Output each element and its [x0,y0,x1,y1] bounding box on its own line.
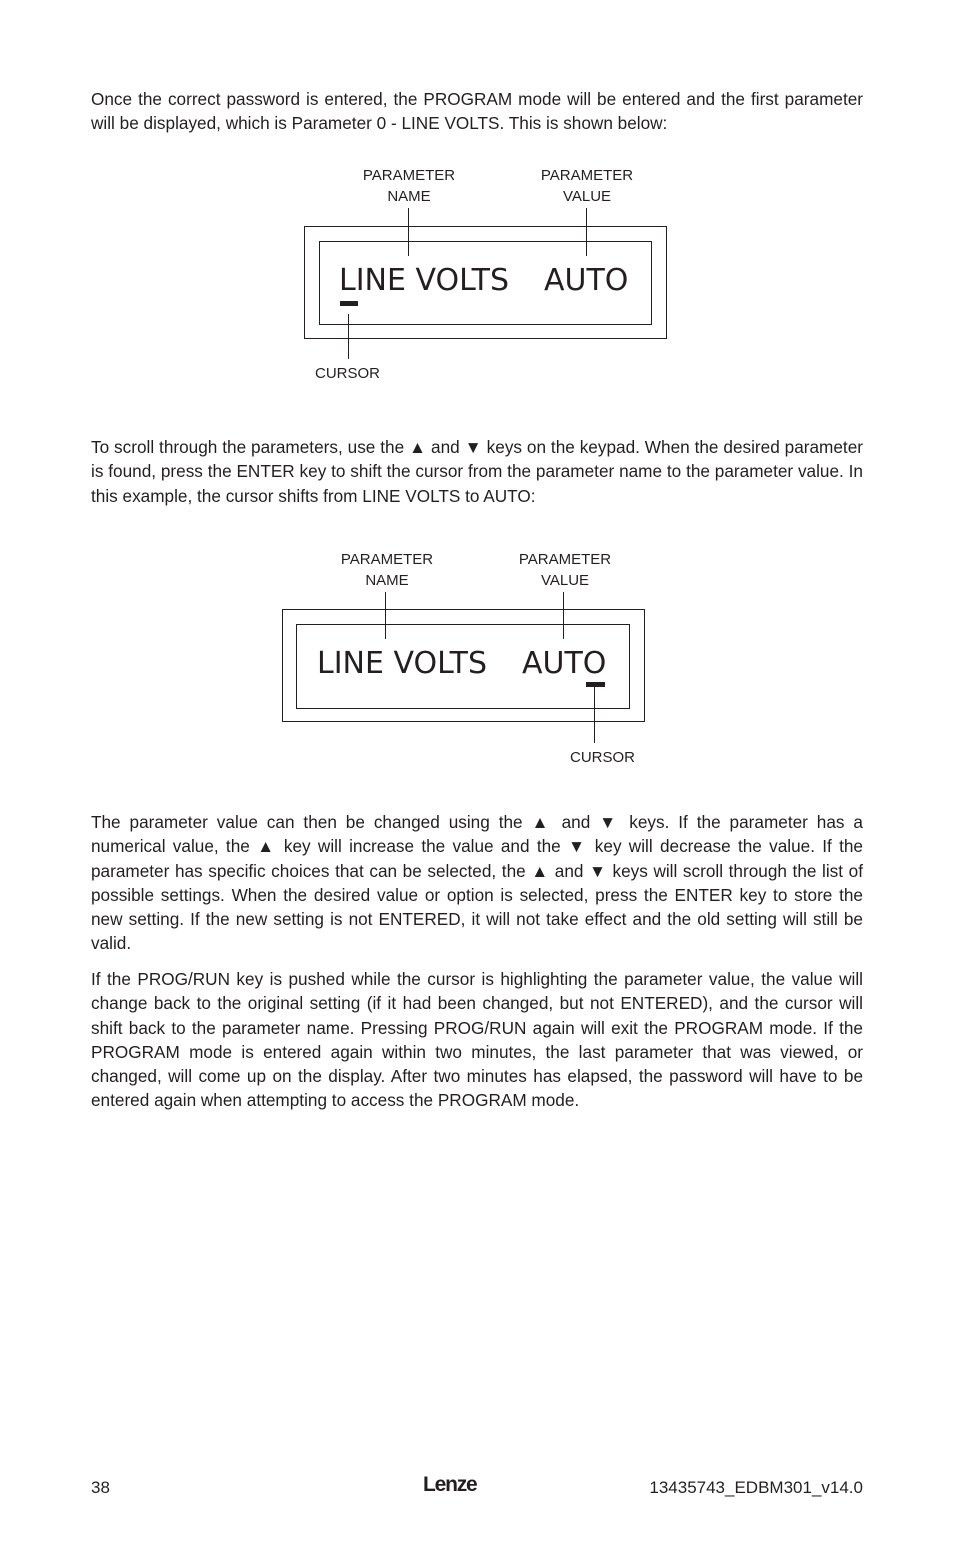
display-parameter-name: LINE VOLTS [339,263,510,298]
lcd-diagram-cursor-on-name [300,163,680,393]
display-parameter-value: AUTO [522,646,607,681]
cursor-label: CURSOR [315,365,381,382]
prog-run-paragraph: If the PROG/RUN key is pushed while the cursor is highlighting the parameter value, the value will change back to the original setting (if it had been changed, but not ENTERED), and the cursor will shift back to the parameter name. Pressing PROG/RUN again will exit the PROGRAM mode. If the PROGRAM mode is entered again within two minutes, the last parameter that was viewed, or changed, will come up on the display. After two minutes has elapsed, the password will have to be entered again when attempting to access the PROGRAM mode. [91,969,863,1111]
cursor-marker [340,301,358,306]
lenze-logo: Lenze [423,1473,477,1496]
cursor-marker [586,682,605,687]
cursor-leader-line [594,687,595,743]
parameter-name-label: PARAMETER NAME [340,551,434,589]
lcd-diagram-cursor-on-value [278,547,658,777]
document-id: 13435743_EDBM301_v14.0 [649,1478,863,1497]
parameter-value-label: PARAMETER VALUE [518,551,612,589]
page-number: 38 [91,1478,110,1497]
change-value-paragraph: The parameter value can then be changed using the ▲ and ▼ keys. If the parameter has a numerical value, the ▲ key will increase the value and the ▼ key will decrease the value. If the parameter has specific choices that can be selected, the ▲ and ▼ keys will scroll through the list of possible settings. When the desired value or option is selected, press the ENTER key to store the new setting. If the new setting is not ENTERED, it will not take effect and the old setting will still be valid. [91,812,863,954]
intro-paragraph: Once the correct password is entered, the PROGRAM mode will be entered and the first parameter will be displayed, which is Parameter 0 - LINE VOLTS. This is shown below: [91,89,863,134]
parameter-value-label: PARAMETER VALUE [540,167,634,205]
cursor-leader-line [348,314,349,359]
display-parameter-value: AUTO [544,263,629,298]
parameter-name-label: PARAMETER NAME [362,167,456,205]
display-parameter-name: LINE VOLTS [317,646,488,681]
scroll-paragraph: To scroll through the parameters, use the ▲ and ▼ keys on the keypad. When the desired parameter is found, press the ENTER key to shift the cursor from the parameter name to the parameter value. In this example, the cursor shifts from LINE VOLTS to AUTO: [91,437,863,506]
cursor-label: CURSOR [570,749,636,766]
